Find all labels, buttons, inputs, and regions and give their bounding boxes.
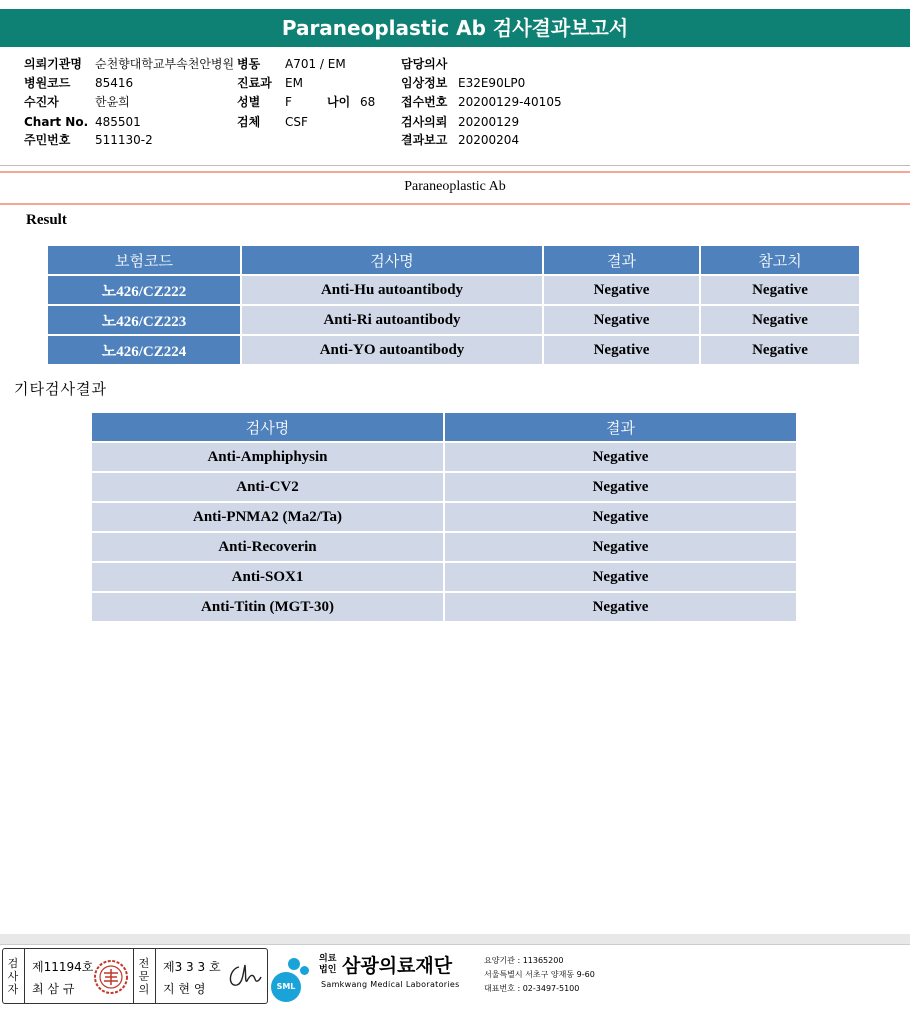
- doctor-label-char: 의: [138, 982, 150, 996]
- table-row: [92, 473, 796, 501]
- divider: [0, 165, 910, 166]
- table-row: [92, 503, 796, 531]
- column-header-test: 검사명: [242, 246, 542, 274]
- test-name-cell: Anti-Amphiphysin: [92, 443, 443, 471]
- column-header-test: 검사명: [92, 413, 443, 441]
- test-name-cell: Anti-YO autoantibody: [242, 336, 542, 364]
- tester-name: 최 삼 규: [32, 982, 75, 996]
- test-name-cell: Anti-SOX1: [92, 563, 443, 591]
- age-value: 68: [360, 95, 376, 109]
- request-date-value: 20200129: [458, 115, 520, 129]
- table-row: [48, 336, 859, 364]
- test-name-cell: Anti-PNMA2 (Ma2/Ta): [92, 503, 443, 531]
- patient-label: 수진자: [24, 95, 59, 109]
- doctor-vertical-label: [134, 949, 154, 1003]
- column-header-result: 결과: [445, 413, 796, 441]
- org-prefix-bottom: 법인: [319, 965, 337, 975]
- insurance-code-cell: 노426/CZ222: [48, 276, 240, 304]
- org-english-name: Samkwang Medical Laboratories: [321, 980, 460, 989]
- tester-label-char: 사: [7, 969, 19, 983]
- hospital-code-value: 85416: [95, 76, 134, 90]
- age-label: 나이: [327, 95, 351, 109]
- table-row: [48, 306, 859, 334]
- column-header-reference: 참고치: [701, 246, 859, 274]
- specimen-label: 검체: [237, 115, 261, 129]
- result-cell: Negative: [544, 276, 699, 304]
- tester-vertical-label: [3, 949, 23, 1003]
- patient-value: 한윤희: [95, 95, 130, 109]
- accession-value: 20200129-40105: [458, 95, 562, 109]
- other-result-table: [90, 411, 798, 623]
- table-row: [92, 593, 796, 621]
- tester-label-char: 검: [7, 956, 19, 970]
- resident-label: 주민번호: [24, 133, 71, 147]
- result-heading: Result: [26, 212, 67, 228]
- org-address: 서울특별시 서초구 양재동 9-60: [484, 970, 595, 979]
- divider: [0, 171, 910, 173]
- institution-label: 의뢰기관명: [24, 57, 82, 71]
- result-cell: Negative: [445, 563, 796, 591]
- result-cell: Negative: [445, 593, 796, 621]
- logo-bubble-icon: [300, 966, 309, 975]
- table-row: [92, 533, 796, 561]
- table-header-row: [92, 413, 796, 441]
- signature-icon: [225, 961, 263, 993]
- result-cell: Negative: [445, 443, 796, 471]
- insurance-code-cell: 노426/CZ224: [48, 336, 240, 364]
- reference-cell: Negative: [701, 336, 859, 364]
- table-row: [92, 443, 796, 471]
- tester-label-char: 자: [7, 982, 19, 996]
- table-row: [48, 276, 859, 304]
- ward-value: A701 / EM: [285, 57, 346, 71]
- ward-label: 병동: [237, 57, 261, 71]
- sex-label: 성별: [237, 95, 261, 109]
- resident-value: 511130-2: [95, 133, 153, 147]
- tester-license-number: 제11194호: [32, 960, 94, 974]
- institution-value: 순천향대학교부속천안병원: [95, 57, 235, 71]
- insurance-code-cell: 노426/CZ223: [48, 306, 240, 334]
- org-phone: 대표번호 : 02-3497-5100: [484, 984, 580, 993]
- result-cell: Negative: [544, 306, 699, 334]
- reference-cell: Negative: [701, 306, 859, 334]
- test-name-cell: Anti-Ri autoantibody: [242, 306, 542, 334]
- test-name-cell: Anti-Hu autoantibody: [242, 276, 542, 304]
- test-name-cell: Anti-Titin (MGT-30): [92, 593, 443, 621]
- divider: [155, 949, 156, 1003]
- department-value: EM: [285, 76, 303, 90]
- chart-value: 485501: [95, 115, 141, 129]
- reference-cell: Negative: [701, 276, 859, 304]
- column-header-code: 보험코드: [48, 246, 240, 274]
- doctor-license-number: 제3 3 3 호: [163, 960, 221, 974]
- clinical-info-label: 임상정보: [401, 76, 448, 90]
- divider: [24, 949, 25, 1003]
- table-header-row: [48, 246, 859, 274]
- doctor-name: 지 현 영: [163, 982, 206, 996]
- doctor-label-char: 문: [138, 969, 150, 983]
- chart-label: Chart No.: [24, 115, 89, 129]
- report-date-label: 결과보고: [401, 133, 448, 147]
- request-date-label: 검사의뢰: [401, 115, 448, 129]
- specimen-value: CSF: [285, 115, 308, 129]
- clinical-info-value: E32E90LP0: [458, 76, 526, 90]
- org-prefix-top: 의료: [319, 954, 337, 964]
- logo-icon: SML: [271, 972, 301, 1002]
- org-code: 요양기관 : 11365200: [484, 956, 564, 965]
- divider: [0, 944, 910, 945]
- report-title: Paraneoplastic Ab 검사결과보고서: [0, 9, 910, 47]
- logo-bubble-icon: [288, 958, 300, 970]
- seal-stamp-icon: [93, 959, 129, 995]
- test-name-cell: Anti-CV2: [92, 473, 443, 501]
- result-cell: Negative: [445, 473, 796, 501]
- result-cell: Negative: [445, 533, 796, 561]
- test-name-cell: Anti-Recoverin: [92, 533, 443, 561]
- doctor-label-char: 전: [138, 956, 150, 970]
- doctor-label: 담당의사: [401, 57, 448, 71]
- result-cell: Negative: [544, 336, 699, 364]
- section-title: Paraneoplastic Ab: [404, 179, 506, 194]
- other-results-heading: 기타검사결과: [14, 380, 107, 398]
- signature-box: [2, 948, 268, 1004]
- footer-band: [0, 934, 910, 944]
- report-date-value: 20200204: [458, 133, 520, 147]
- main-result-table: [46, 244, 861, 366]
- column-header-result: 결과: [544, 246, 699, 274]
- table-row: [92, 563, 796, 591]
- sex-value: F: [285, 95, 292, 109]
- hospital-code-label: 병원코드: [24, 76, 71, 90]
- divider: [0, 203, 910, 205]
- department-label: 진료과: [237, 76, 272, 90]
- accession-label: 접수번호: [401, 95, 448, 109]
- org-name: 삼광의료재단: [342, 955, 453, 977]
- result-cell: Negative: [445, 503, 796, 531]
